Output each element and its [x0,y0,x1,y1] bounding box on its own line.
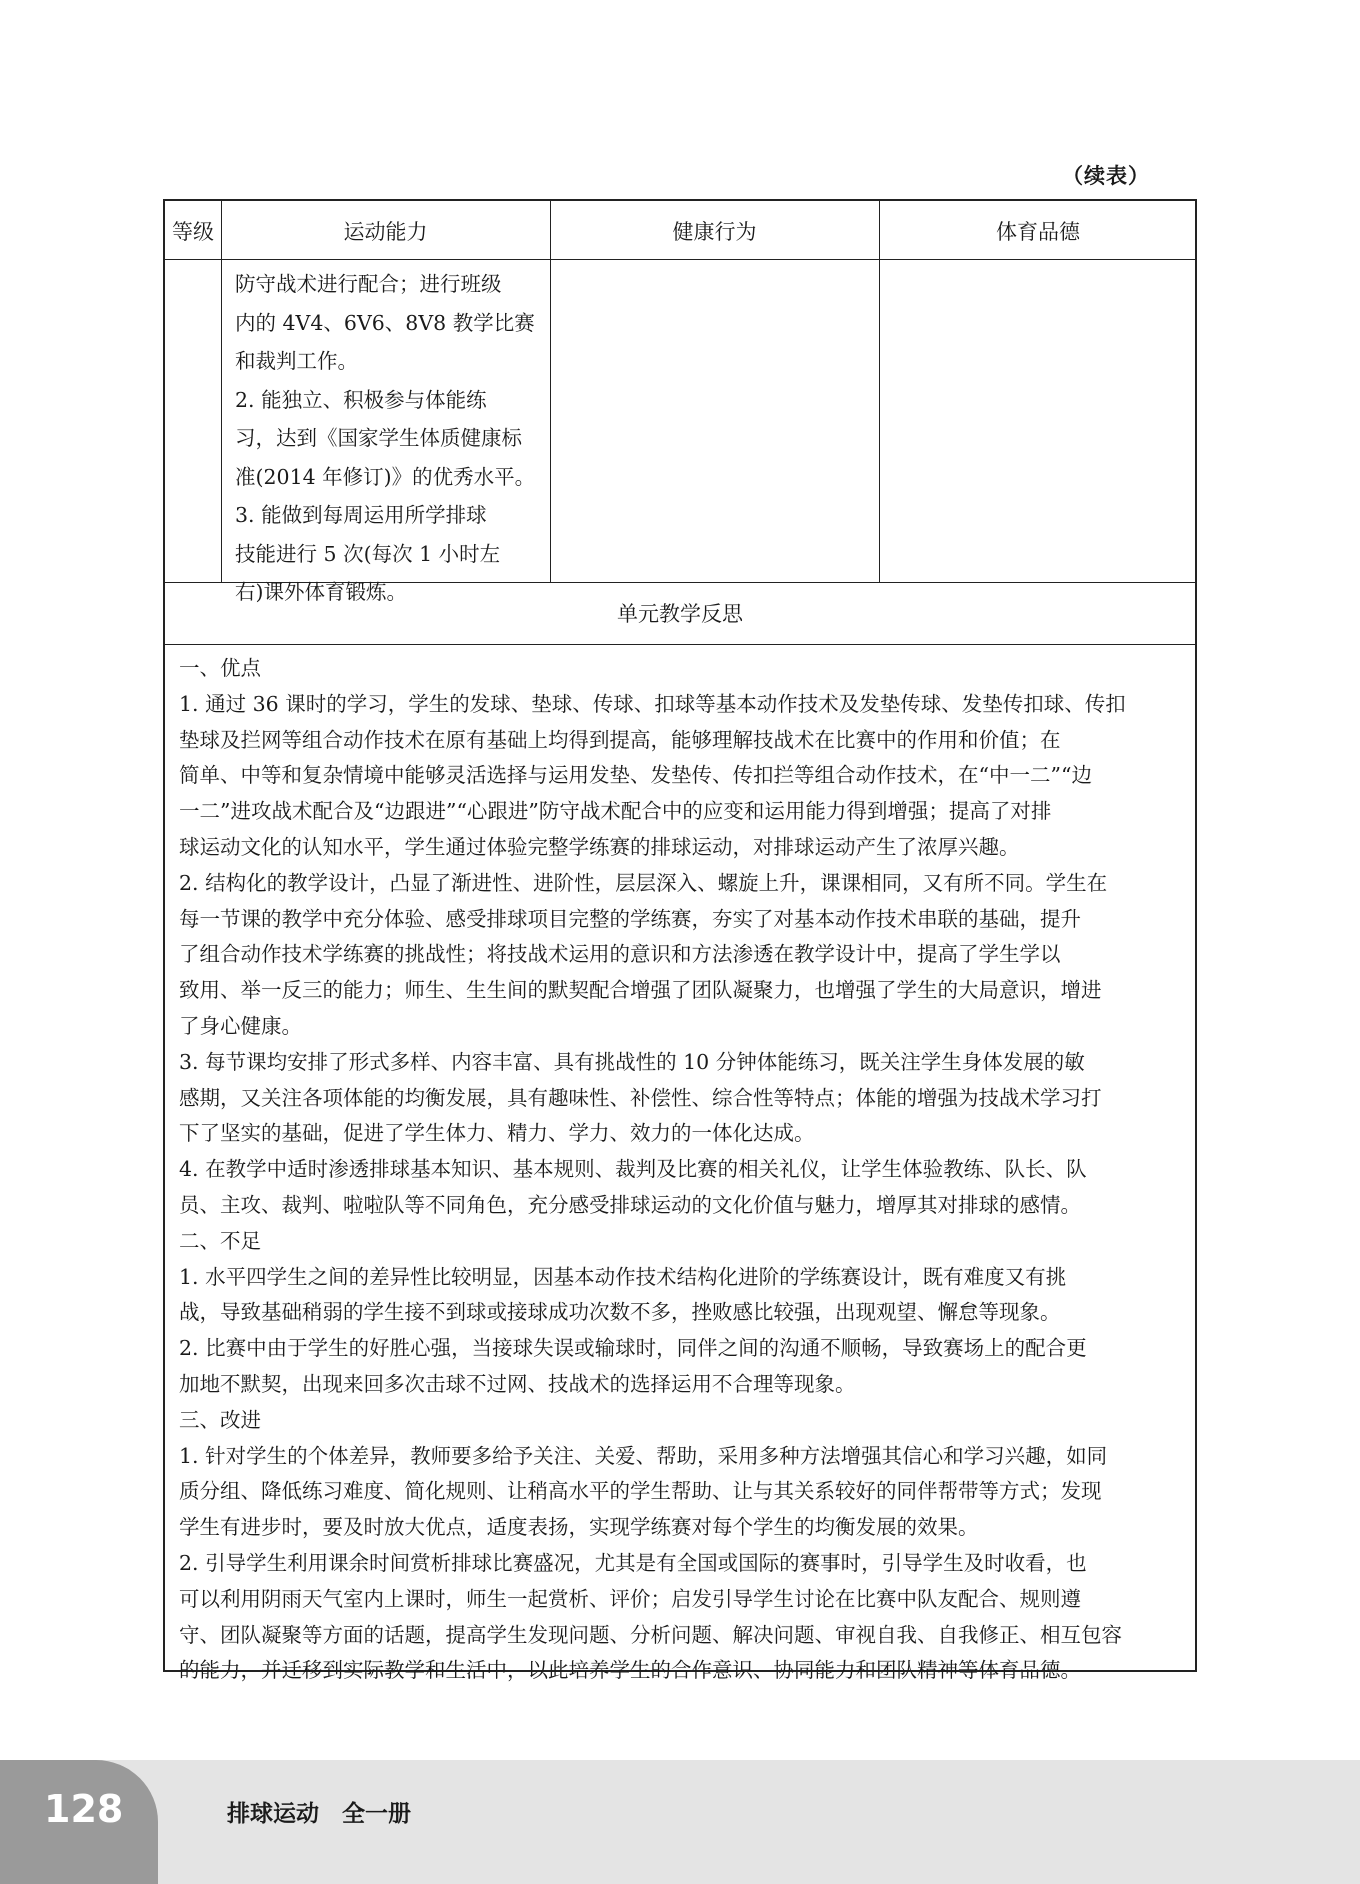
motor-ability-cell [235,265,541,612]
reflection-line: 每一节课的教学中充分体验、感受排球项目完整的学练赛，夯实了对基本动作技术串联的基础，提升 [179,906,1081,931]
reflection-line: 1. 通过 36 课时的学习，学生的发球、垫球、传球、扣球等基本动作技术及发垫传球、发垫传扣球、传扣 [179,691,1126,716]
motor-line: 技能进行 5 次(每次 1 小时左 [235,541,501,566]
reflection-line: 可以利用阴雨天气室内上课时，师生一起赏析、评价；启发引导学生讨论在比赛中队友配合、规则遵 [179,1586,1081,1611]
reflection-line: 2. 引导学生利用课余时间赏析排球比赛盛况，尤其是有全国或国际的赛事时，引导学生及时收看，也 [179,1550,1087,1575]
evaluation-table [163,199,1197,1683]
reflection-line: 的能力，并迁移到实际教学和生活中，以此培养学生的合作意识、协同能力和团队精神等体育品德。 [179,1658,1081,1683]
reflection-line: 了组合动作技术学练赛的挑战性；将技战术运用的意识和方法渗透在教学设计中，提高了学生学以 [179,942,1061,967]
reflection-heading: 三、改进 [179,1407,261,1432]
reflection-line: 守、团队凝聚等方面的话题，提高学生发现问题、分析问题、解决问题、审视自我、自我修正、相互包容 [179,1622,1122,1647]
reflection-line: 加地不默契，出现来回多次击球不过网、技战术的选择运用不合理等现象。 [179,1371,856,1396]
motor-line: 防守战术进行配合；进行班级 [235,272,502,296]
motor-line: 和裁判工作。 [235,349,358,373]
reflection-line: 质分组、降低练习难度、简化规则、让稍高水平的学生帮助、让与其关系较好的同伴帮带等方式；发现 [179,1479,1102,1504]
reflection-line: 4. 在教学中适时渗透排球基本知识、基本规则、裁判及比赛的相关礼仪，让学生体验教练、队长、队 [179,1157,1087,1182]
reflection-heading: 一、优点 [179,656,261,680]
motor-line: 内的 4V4、6V6、8V8 教学比赛 [235,310,535,335]
header-motor-ability: 运动能力 [343,220,428,244]
section-title-divider [165,644,1195,645]
motor-line: 3. 能做到每周运用所学排球 [235,503,487,527]
page-number: 128 [44,1787,124,1831]
reflection-line: 一二”进攻战术配合及“边跟进”“心跟进”防守战术配合中的应变和运用能力得到增强；提高了对排 [179,799,1052,824]
reflection-line: 战，导致基础稍弱的学生接不到球或接球成功次数不多，挫败感比较强，出现观望、懈怠等现象。 [179,1300,1061,1325]
motor-line: 习，达到《国家学生体质健康标 [235,426,522,450]
header-sports-ethics: 体育品德 [996,220,1080,244]
header-health-behavior: 健康行为 [672,220,757,244]
reflection-line: 2. 比赛中由于学生的好胜心强，当接球失误或输球时，同伴之间的沟通不顺畅，导致赛场上的配合更 [179,1336,1087,1361]
reflection-line: 球运动文化的认知水平，学生通过体验完整学练赛的排球运动，对排球运动产生了浓厚兴趣。 [179,834,1020,859]
motor-line: 准(2014 年修订)》的优秀水平。 [235,464,536,489]
footer-band [0,1760,1360,1884]
reflection-line: 3. 每节课均安排了形式多样、内容丰富、具有挑战性的 10 分钟体能练习，既关注学生身体发展的敏 [179,1049,1085,1074]
motor-line: 右)课外体育锻炼。 [235,580,407,604]
continued-label: （续表） [1062,164,1150,188]
reflection-line: 2. 结构化的教学设计，凸显了渐进性、进阶性，层层深入、螺旋上升，课课相同，又有所不同。学生在 [179,870,1108,895]
reflection-line: 员、主攻、裁判、啦啦队等不同角色，充分感受排球运动的文化价值与魅力，增厚其对排球的感情。 [179,1192,1081,1217]
header-level: 等级 [172,220,214,244]
reflection-line: 1. 水平四学生之间的差异性比较明显，因基本动作技术结构化进阶的学练赛设计，既有难度又有挑 [179,1264,1067,1289]
book-title: 排球运动 全一册 [227,1801,411,1827]
reflection-line: 简单、中等和复杂情境中能够灵活选择与运用发垫、发垫传、传扣拦等组合动作技术，在“中一二”“边 [179,763,1092,788]
reflection-line: 垫球及拦网等组合动作技术在原有基础上均得到提高，能够理解技战术在比赛中的作用和价值；在 [179,727,1061,752]
reflection-line: 1. 针对学生的个体差异，教师要多给予关注、关爱、帮助，采用多种方法增强其信心和学习兴趣，如同 [179,1443,1108,1468]
reflection-line: 下了坚实的基础，促进了学生体力、精力、学力、效力的一体化达成。 [179,1121,815,1146]
reflection-heading: 二、不足 [179,1228,261,1253]
reflection-body [179,651,1183,1689]
reflection-line: 学生有进步时，要及时放大优点，适度表扬，实现学练赛对每个学生的均衡发展的效果。 [179,1515,979,1540]
reflection-line: 了身心健康。 [179,1013,302,1038]
reflection-line: 致用、举一反三的能力；师生、生生间的默契配合增强了团队凝聚力，也增强了学生的大局意识，增进 [179,978,1102,1003]
motor-line: 2. 能独立、积极参与体能练 [235,387,487,412]
section-title: 单元教学反思 [617,602,743,626]
reflection-line: 感期，又关注各项体能的均衡发展，具有趣味性、补偿性、综合性等特点；体能的增强为技战术学习打 [179,1085,1102,1110]
